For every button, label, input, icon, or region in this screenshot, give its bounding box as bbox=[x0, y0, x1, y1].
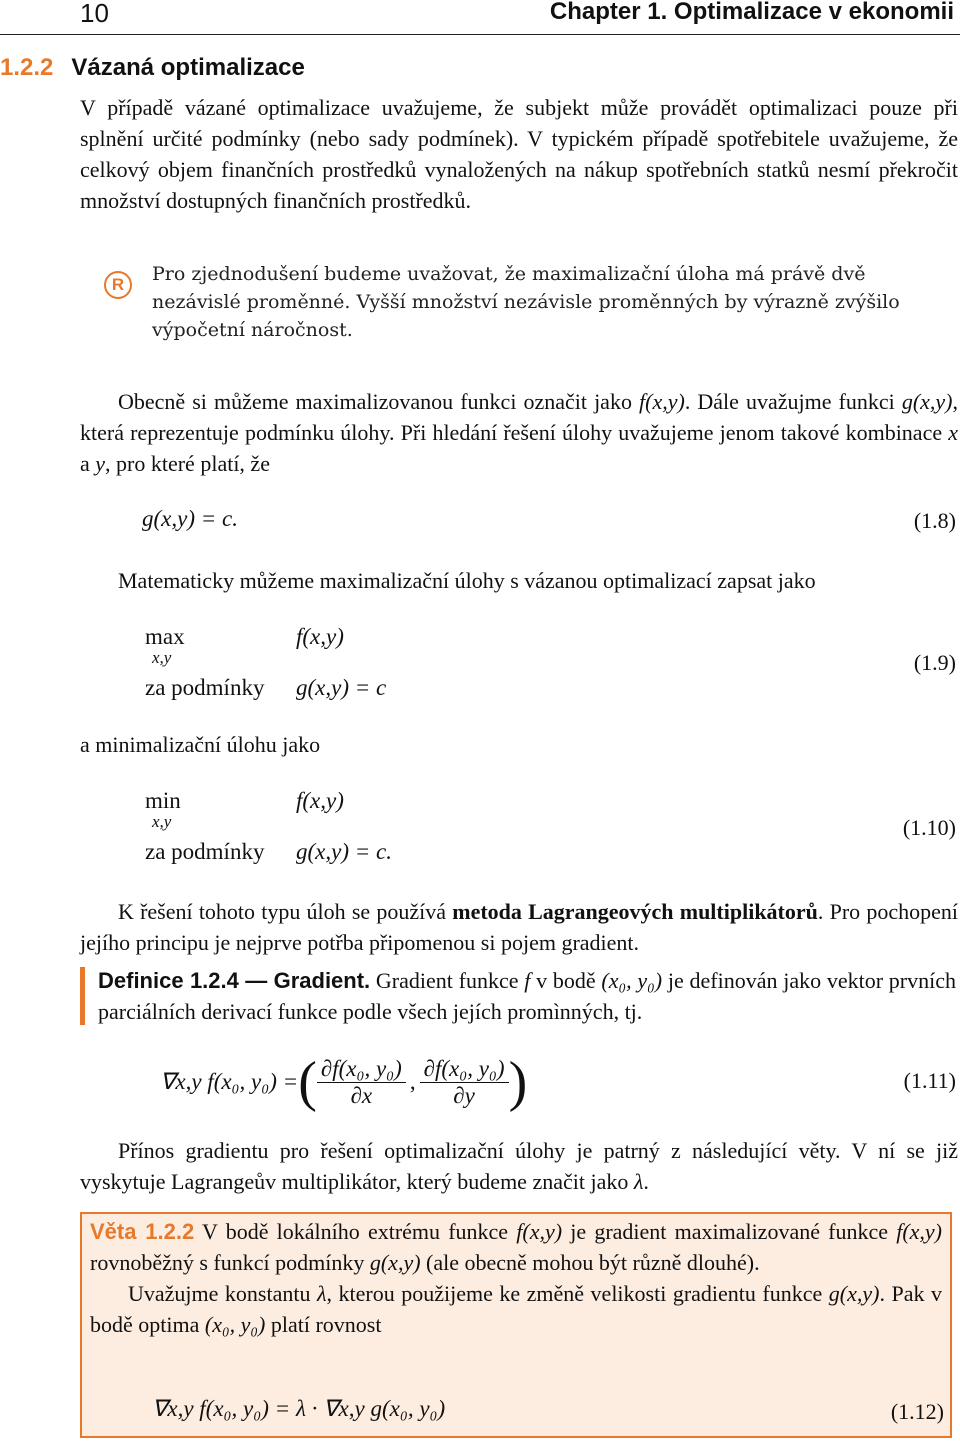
equation-1-11-lhs: ∇x,y f(x₀, y₀) = bbox=[160, 1069, 299, 1094]
para6-lambda: λ bbox=[633, 1169, 644, 1194]
paragraph-4 bbox=[80, 729, 958, 760]
intro-paragraph bbox=[80, 92, 958, 216]
theorem-title: Věta 1.2.2 bbox=[90, 1219, 195, 1244]
theorem-p2-text-3: . Pak v bodě optima bbox=[90, 1281, 942, 1337]
equation-1-9-number: (1.9) bbox=[913, 650, 956, 675]
para2-f: f(x,y) bbox=[639, 389, 685, 414]
equation-1-9-objective-text: f(x,y) bbox=[296, 624, 344, 649]
para6-text-2: . bbox=[643, 1169, 649, 1194]
definition-text-2: v bodě bbox=[530, 968, 602, 993]
paragraph-5 bbox=[80, 896, 958, 958]
definition-point: (x₀, y₀) bbox=[601, 968, 663, 993]
section-number: 1.2.2 bbox=[0, 54, 54, 81]
equation-1-10-objective-text: f(x,y) bbox=[296, 788, 344, 813]
section-heading bbox=[0, 54, 305, 82]
para2-text-1: Obecně si můžeme maximalizovanou funkci označit jako bbox=[118, 389, 640, 414]
equation-1-11-number: (1.11) bbox=[903, 1068, 956, 1093]
equation-1-10-sub: x,y bbox=[152, 812, 172, 831]
para3-text: Matematicky můžeme maximalizační úlohy s vázanou optimalizací zapsat jako bbox=[118, 568, 816, 593]
paragraph-6 bbox=[80, 1135, 958, 1197]
para4-text: a minimalizační úlohu jako bbox=[80, 732, 321, 757]
equation-1-9-sub: x,y bbox=[152, 648, 172, 667]
equation-1-10-objective bbox=[296, 788, 344, 814]
intro-text: V případě vázané optimalizace uvažujeme, že subjekt může provádět optimalizaci pouze při splnění určité podmínky (nebo sady podmínek). V typickém případě spotřebitele uvažujeme, že celkový objem finančních prostředků vynaložených na nákup spotřebních statků nesmí překročit množství dostupných finančních prostředků. bbox=[80, 95, 958, 213]
left-paren: ( bbox=[298, 1051, 317, 1113]
para5-text-2: . Pro pochopení jejího principu je nejprve potřba připomenou si pojem gradient. bbox=[80, 899, 958, 955]
equation-1-9-constraint-label: za podmínky bbox=[145, 675, 265, 700]
theorem-p2-text-1: Uvažujme konstantu bbox=[128, 1281, 317, 1306]
definition-block bbox=[98, 965, 956, 1027]
theorem-text-2: je gradient maximalizované funkce bbox=[562, 1219, 897, 1244]
equation-1-12-number: (1.12) bbox=[890, 1399, 944, 1424]
fraction-df-dy bbox=[420, 1056, 509, 1109]
paragraph-3 bbox=[80, 565, 958, 596]
equation-1-9-constraint-text: g(x,y) = c bbox=[296, 675, 387, 700]
fraction-df-dx bbox=[317, 1056, 406, 1109]
para2-text-2: . Dále uvažujme funkci bbox=[684, 389, 902, 414]
theorem-f: f(x,y) bbox=[516, 1219, 563, 1244]
theorem-body bbox=[90, 1216, 942, 1340]
fraction-2-denominator: ∂y bbox=[453, 1082, 475, 1108]
equation-1-12-expr: ∇x,y f(x₀, y₀) = λ · ∇x,y g(x₀, y₀) bbox=[152, 1396, 446, 1421]
theorem-text-4: (ale obecně mohou být různě dlouhé). bbox=[420, 1250, 760, 1275]
theorem-text-3: rovnoběžný s funkcí podmínky bbox=[90, 1250, 370, 1275]
equation-1-10-number: (1.10) bbox=[902, 815, 956, 840]
section-title: Vázaná optimalizace bbox=[71, 54, 305, 81]
remark-icon: R bbox=[104, 271, 132, 299]
para6-text-1: Přínos gradientu pro řešení optimalizační úlohy je patrný z následující věty. V ní se již vyskytuje Lagrangeův multiplikátor, který budeme značit jako bbox=[80, 1138, 958, 1194]
right-paren: ) bbox=[508, 1051, 528, 1113]
chapter-title: Chapter 1. Optimalizace v ekonomii bbox=[549, 0, 954, 25]
running-head bbox=[0, 0, 960, 35]
definition-f: f bbox=[524, 968, 531, 993]
definition-text-1: Gradient funkce bbox=[370, 968, 525, 993]
paragraph-2 bbox=[80, 386, 958, 479]
para2-text-3: , která reprezentuje podmínku úlohy. Při hledání řešení úlohy uvažujeme jenom takové kombinace bbox=[80, 389, 958, 445]
fraction-1-denominator: ∂x bbox=[350, 1082, 373, 1108]
equation-1-10-constraint bbox=[296, 839, 392, 865]
equation-1-11 bbox=[160, 1042, 527, 1122]
para5-bold: metoda Lagrangeových multiplikátorů bbox=[452, 899, 818, 924]
equation-1-8-number: (1.8) bbox=[913, 508, 956, 533]
equation-1-8-expr: g(x,y) = c. bbox=[142, 506, 238, 531]
para2-text-4: , pro které platí, že bbox=[105, 451, 270, 476]
equation-1-10-constraint-text: g(x,y) = c. bbox=[296, 839, 392, 864]
fraction-1-numerator: ∂f(x₀, y₀) bbox=[317, 1056, 406, 1083]
theorem-p2-text-4: platí rovnost bbox=[265, 1312, 382, 1337]
para2-text-a: a bbox=[80, 451, 96, 476]
page-number: 10 bbox=[80, 0, 109, 28]
theorem-lambda: λ bbox=[316, 1281, 327, 1306]
para5-text-1: K řešení tohoto typu úloh se používá bbox=[118, 899, 453, 924]
equation-1-10-op: min bbox=[145, 788, 181, 813]
theorem-point: (x₀, y₀) bbox=[204, 1312, 266, 1337]
definition-text-3: je definován jako vektor prvních parciálních derivací funkce podle všech jejích promìnných, tj. bbox=[98, 968, 956, 1024]
equation-1-9-objective bbox=[296, 624, 344, 650]
remark-text: Pro zjednodušení budeme uvažovat, že maximalizační úloha má právě dvě nezávislé proměnné. Vyšší množství nezávisle proměnných by výrazně zvýšilo výpočetní náročnost. bbox=[152, 263, 900, 341]
equation-1-12 bbox=[152, 1396, 445, 1422]
para2-y: y bbox=[95, 451, 106, 476]
equation-1-8 bbox=[142, 506, 238, 532]
theorem-g: g(x,y) bbox=[369, 1250, 421, 1275]
equation-1-10-constraint-label: za podmínky bbox=[145, 839, 265, 864]
definition-title: Definice 1.2.4 — Gradient. bbox=[98, 968, 371, 993]
para2-g: g(x,y) bbox=[901, 389, 953, 414]
para2-x: x bbox=[948, 420, 958, 445]
theorem-text-1: V bodě lokálního extrému funkce bbox=[194, 1219, 517, 1244]
definition-accent-bar bbox=[80, 967, 85, 1025]
comma: , bbox=[409, 1069, 416, 1094]
fraction-2-numerator: ∂f(x₀, y₀) bbox=[420, 1056, 509, 1083]
equation-1-9-constraint bbox=[296, 675, 386, 701]
theorem-f2: f(x,y) bbox=[896, 1219, 943, 1244]
equation-1-9-op: max bbox=[145, 624, 185, 649]
theorem-g2: g(x,y) bbox=[828, 1281, 880, 1306]
theorem-p2-text-2: , kterou použijeme ke změně velikosti gradientu funkce bbox=[326, 1281, 829, 1306]
